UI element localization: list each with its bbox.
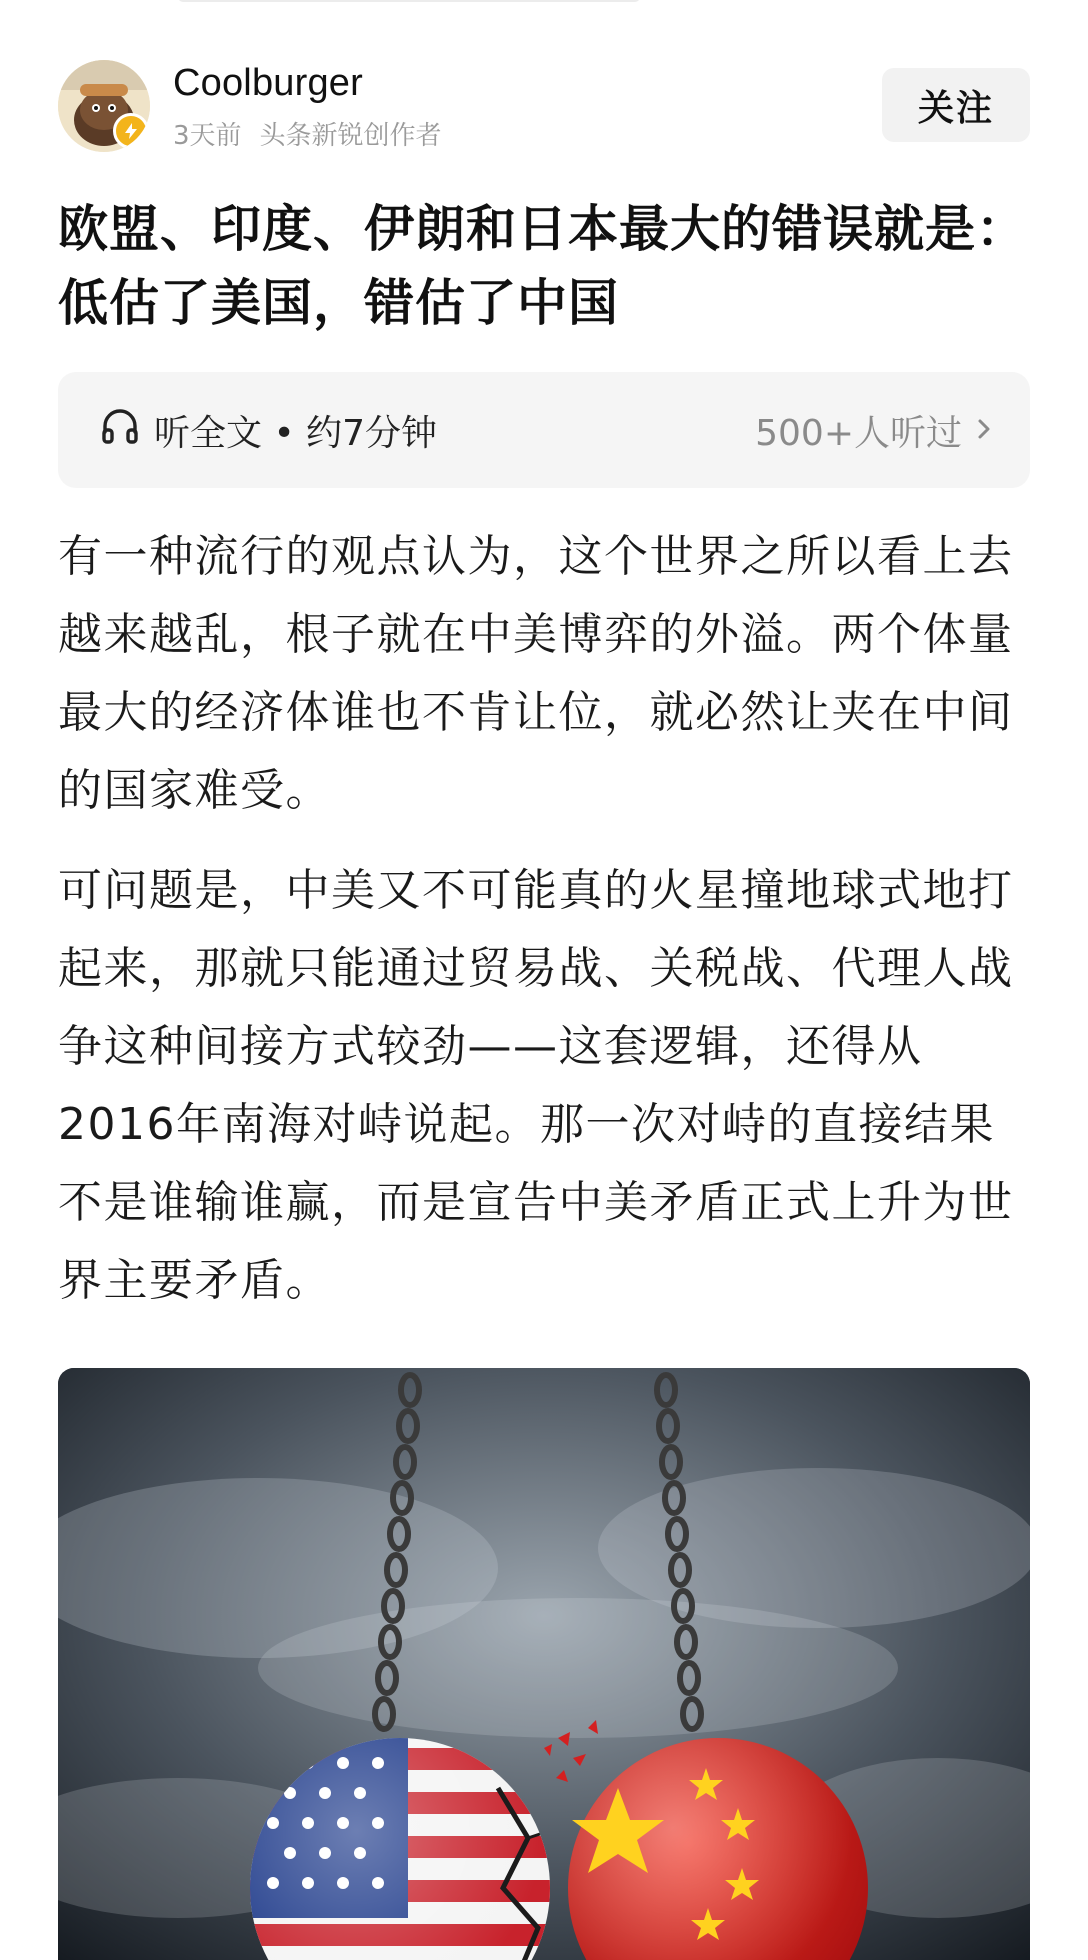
avatar[interactable]	[58, 60, 150, 152]
article-image[interactable]	[58, 1368, 1030, 1960]
listen-bar[interactable]	[58, 372, 1030, 488]
chevron-right-icon	[976, 410, 992, 451]
article-title	[58, 192, 1038, 340]
listen-count: 500+人听过	[755, 412, 962, 454]
follow-button[interactable]: 关注	[882, 68, 1030, 142]
author-name[interactable]: Coolburger	[173, 62, 363, 104]
listen-right	[755, 372, 992, 488]
listen-left	[98, 372, 437, 488]
title-line-2: 低估了美国，错估了中国	[58, 274, 619, 332]
title-line-1: 欧盟、印度、伊朗和日本最大的错误就是：	[58, 200, 1027, 258]
post-time: 3天前	[173, 121, 242, 151]
listen-label: 听全文 • 约7分钟	[154, 412, 438, 454]
headphones-icon	[98, 404, 142, 457]
author-meta	[173, 115, 442, 152]
creator-badge-icon	[113, 113, 149, 149]
paragraph-1: 有一种流行的观点认为，这个世界之所以看上去越来越乱，根子就在中美博弈的外溢。两个体量最大的经济体谁也不肯让位，就必然让夹在中间的国家难受。	[58, 531, 1014, 816]
drag-handle[interactable]	[178, 0, 640, 2]
author-role: 头条新锐创作者	[259, 121, 442, 151]
paragraph-2: 可问题是，中美又不可能真的火星撞地球式地打起来，那就只能通过贸易战、关税战、代理人战争这种间接方式较劲——这套逻辑，还得从2016年南海对峙说起。那一次对峙的直接结果不是谁输谁赢，而是宣告中美矛盾正式上升为世界主要矛盾。	[58, 865, 1014, 1306]
author-row	[58, 60, 1030, 152]
